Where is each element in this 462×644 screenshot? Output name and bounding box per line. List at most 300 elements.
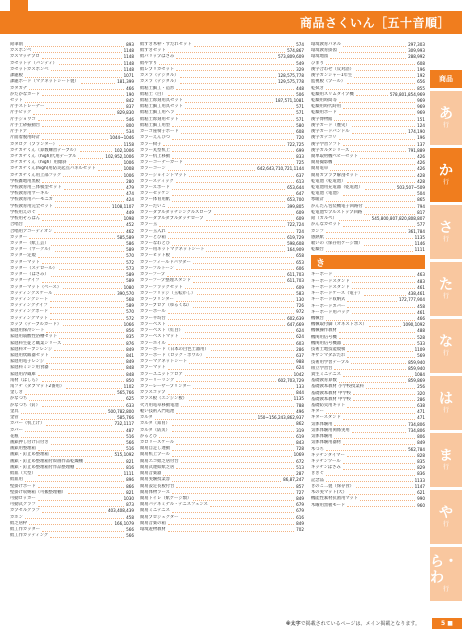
dot-leader	[66, 388, 121, 389]
index-entry[interactable]	[311, 503, 425, 509]
entry-pages: 633	[126, 402, 134, 408]
entry-term: ギタースタンド	[311, 415, 341, 421]
dot-leader	[163, 145, 285, 146]
entry-term: 簡易エコ紙芝居付台	[140, 458, 179, 464]
entry-pages: 297,303	[408, 42, 425, 47]
entry-term: カラーゼッケン	[140, 191, 170, 197]
entry-pages: 574,867	[287, 48, 304, 54]
entry-pages: 256	[417, 384, 425, 390]
entry-term: ききぐ	[311, 471, 324, 477]
dot-leader	[365, 189, 395, 190]
entry-term: 乾電池（乾電池）	[311, 178, 346, 184]
entry-term: カラーリーリング	[140, 377, 175, 383]
dot-leader	[193, 500, 294, 501]
dot-leader	[197, 294, 294, 295]
entry-pages: 196	[417, 135, 425, 141]
entry-term: カロリースケール	[140, 440, 175, 445]
dot-leader	[347, 307, 415, 308]
entry-term: 金具	[10, 408, 19, 414]
entry-term: 紙工作カッティング	[10, 533, 49, 539]
kana-tab-suffix: 行	[442, 293, 449, 300]
dot-leader	[33, 52, 121, 53]
dot-leader	[176, 444, 294, 445]
entry-term: 木づち	[311, 446, 324, 452]
entry-pages: 608	[417, 60, 425, 66]
dot-leader	[326, 201, 415, 202]
entry-term: カラーボール	[140, 309, 166, 315]
entry-term: カラー椅子	[140, 141, 162, 147]
dot-leader	[176, 381, 276, 382]
dot-leader	[347, 506, 415, 507]
entry-pages: 849	[296, 495, 304, 501]
entry-term: キッチンツール	[311, 459, 341, 464]
dot-leader	[59, 145, 121, 146]
entry-pages: 571	[296, 104, 304, 110]
dot-leader	[352, 313, 416, 314]
index-column-3	[311, 42, 425, 509]
entry-term: 学校教育用三体模型セット	[10, 185, 62, 191]
dot-leader	[339, 382, 406, 383]
dot-leader	[51, 70, 122, 71]
dot-leader	[172, 189, 285, 190]
dot-leader	[42, 58, 122, 59]
entry-pages: 1006	[123, 172, 134, 178]
entry-pages: 545,800,807,820,808,807	[371, 216, 425, 222]
entry-pages: 833	[296, 153, 304, 159]
dot-leader	[347, 407, 415, 408]
entry-pages: 102,952,1006	[105, 153, 134, 159]
entry-pages: 637	[296, 352, 304, 358]
entry-term: 漢字合わせ（反対語）	[311, 66, 354, 72]
entry-term: 乾燥用ボード	[311, 110, 337, 116]
kana-tab[interactable]	[430, 205, 462, 259]
entry-term: 簡易自走し連動	[140, 446, 171, 452]
kana-tab[interactable]	[430, 262, 462, 316]
entry-term: キーボードカバー	[311, 303, 346, 309]
dot-leader	[347, 357, 415, 358]
kana-tab[interactable]	[430, 319, 462, 373]
dot-leader	[29, 89, 124, 90]
entry-pages: 569	[417, 353, 425, 359]
dot-leader	[330, 58, 406, 59]
entry-pages: 679	[296, 502, 304, 508]
entry-term: かなづち（釘）	[10, 402, 41, 408]
entry-pages: 732,1117	[114, 421, 134, 427]
entry-pages: 426	[417, 153, 425, 159]
entry-pages: 319	[296, 427, 304, 433]
dot-leader	[51, 369, 125, 370]
dot-leader	[326, 320, 415, 321]
entry-term: カッター（はさみ）	[10, 272, 49, 278]
dot-leader	[185, 102, 273, 103]
entry-term: 片手ストレーナー	[10, 104, 45, 110]
entry-pages: 426	[417, 160, 425, 166]
entry-term: 片手土砂振動台	[10, 122, 41, 128]
entry-term: 漢字カンシャー1年生	[311, 73, 353, 79]
index-entry[interactable]	[140, 527, 304, 533]
entry-term: カホン	[10, 514, 23, 520]
entry-term: カラーユニットフロア	[140, 371, 183, 377]
entry-pages: 1135	[414, 234, 425, 240]
entry-term: キーボードケース（電子）	[311, 291, 363, 297]
entry-pages: 1098	[123, 216, 134, 222]
dot-leader	[54, 294, 115, 295]
entry-pages: 589	[126, 303, 134, 309]
dot-leader	[343, 419, 415, 420]
entry-term: 簡易音楽の箱	[140, 520, 166, 526]
dot-leader	[172, 139, 294, 140]
dot-leader	[330, 170, 415, 171]
dot-leader	[168, 394, 295, 395]
dot-leader	[360, 158, 415, 159]
entry-term: カッター	[10, 234, 28, 240]
entry-pages: 624	[296, 365, 304, 371]
entry-pages: 448	[296, 85, 304, 91]
dot-leader	[50, 313, 124, 314]
entry-term: 簡易音楽器	[140, 471, 162, 477]
entry-term: 機能性素材抗菌用マット	[311, 496, 359, 502]
entry-term: 紙粘土細工・造形	[140, 85, 175, 91]
entry-pages: 546	[126, 116, 134, 122]
entry-pages: 616	[296, 514, 304, 520]
entry-term: カラーベストマット	[140, 334, 179, 340]
dot-leader	[25, 226, 124, 227]
dot-leader	[352, 133, 406, 134]
entry-pages: 504	[417, 191, 425, 197]
dot-leader	[63, 325, 121, 326]
dot-leader	[85, 462, 124, 463]
entry-term: ガスボンベ	[10, 48, 32, 54]
dot-leader	[29, 524, 112, 525]
entry-pages: 287	[296, 471, 304, 477]
footer-note-bold: ※太字	[285, 621, 301, 627]
dot-leader	[42, 182, 124, 183]
entry-pages: 972	[296, 309, 304, 315]
entry-pages: 1066	[123, 321, 134, 327]
entry-pages: 642,643,710,721,1144	[257, 166, 304, 172]
entry-term: 紙パリップはさみ	[140, 54, 175, 60]
kana-tab[interactable]	[430, 148, 462, 202]
entry-term: 貴生ミニテニス	[311, 371, 341, 377]
entry-pages: 578,801,854,969	[389, 91, 425, 97]
side-category-tag: 商品	[430, 70, 462, 88]
entry-pages: 151	[417, 116, 425, 122]
dot-leader	[63, 344, 124, 345]
dot-leader	[347, 301, 397, 302]
entry-pages: 86,87,247	[283, 477, 304, 483]
entry-pages: 837	[126, 104, 134, 110]
entry-term: カラーフープ	[140, 272, 166, 278]
entry-pages: 816	[126, 464, 134, 470]
dot-leader	[189, 400, 292, 401]
entry-pages: 722,725	[287, 141, 304, 147]
entry-pages: 164,909	[287, 247, 304, 253]
entry-pages: 724	[296, 228, 304, 234]
entry-pages: 187,571,1081	[275, 97, 304, 103]
dot-leader	[326, 450, 406, 451]
entry-pages: 562,784	[408, 446, 425, 452]
entry-pages: 458	[417, 303, 425, 309]
entry-term: カラー体育用紙	[140, 197, 171, 203]
dot-leader	[339, 102, 415, 103]
entry-term: 家庭科生徒と職業シリーズ	[10, 340, 62, 346]
entry-term: 学校教育用サーキル	[10, 191, 49, 197]
dot-leader	[21, 419, 115, 420]
dot-leader	[176, 487, 294, 488]
dot-leader	[172, 151, 294, 152]
kana-tab[interactable]	[430, 490, 462, 544]
dot-leader	[326, 481, 413, 482]
entry-term: 漢字カテゴリ	[311, 135, 337, 141]
entry-pages: 574	[296, 42, 304, 47]
dot-leader	[343, 195, 415, 196]
entry-term: 基礎教本教材 中学校	[311, 396, 352, 402]
entry-term: 片面着脱用時計	[10, 135, 41, 141]
entry-pages: 463	[417, 272, 425, 278]
entry-term: 機関用信号機	[311, 334, 337, 340]
entry-term: カラーベスト	[140, 321, 166, 327]
dot-leader	[189, 176, 294, 177]
dot-leader	[159, 226, 285, 227]
entry-term: カプセルグラフ	[10, 508, 40, 514]
entry-term: 画鋲押し付け日付き	[10, 440, 49, 445]
entry-pages: 613	[296, 178, 304, 184]
entry-term: カラーダブルダッチシングルスロープ	[140, 209, 212, 215]
entry-pages: 565,766	[117, 390, 134, 396]
entry-pages: 137	[417, 141, 425, 147]
entry-pages: 190	[126, 91, 134, 97]
entry-pages: 637	[296, 172, 304, 178]
entry-pages: 835	[417, 459, 425, 464]
entry-pages: 329	[296, 66, 304, 72]
dot-leader	[181, 120, 295, 121]
entry-pages: 619	[296, 433, 304, 439]
entry-term: かんたん包装機電子回路付	[311, 203, 363, 209]
dot-leader	[168, 319, 285, 320]
entry-term: カラービット板	[140, 253, 170, 259]
entry-term: カルタ（防災）	[140, 427, 170, 433]
kana-tab-suffix: 行	[442, 236, 449, 243]
entry-term: 簡易トイレ（紙ゲージ類）	[140, 495, 192, 501]
dot-leader	[167, 276, 285, 277]
entry-pages: 471	[417, 415, 425, 421]
entry-pages: 466	[126, 85, 134, 91]
entry-pages: 1090,1092	[402, 322, 425, 328]
footer-note	[286, 620, 420, 627]
entry-pages: 1111	[414, 247, 425, 253]
entry-term: カラーホイル	[140, 340, 166, 346]
entry-pages: 800	[126, 122, 134, 128]
entry-pages: 583	[296, 290, 304, 296]
entry-term: 気体体験用	[311, 421, 333, 427]
entry-pages: 624	[296, 334, 304, 340]
entry-term: カラー玉	[140, 222, 158, 228]
dot-leader	[172, 512, 294, 513]
dot-leader	[364, 245, 412, 246]
entry-pages: 483	[417, 278, 425, 284]
entry-term: カルタ（知育）	[140, 421, 170, 427]
entry-pages: 625	[126, 396, 134, 402]
dot-leader	[172, 493, 294, 494]
dot-leader	[29, 133, 124, 134]
entry-term: 紙粘土彫刻用具セット	[140, 97, 183, 103]
entry-term: 技術土地技能規模	[311, 347, 346, 353]
kana-tab[interactable]	[430, 547, 462, 601]
dot-leader	[69, 164, 122, 165]
entry-pages: 1102	[123, 384, 134, 390]
dot-leader	[352, 432, 406, 433]
kana-tab[interactable]	[430, 376, 462, 430]
entry-pages: 829,830	[117, 110, 134, 116]
dot-leader	[354, 77, 415, 78]
dot-leader	[81, 83, 115, 84]
entry-pages: 728	[296, 446, 304, 452]
entry-pages: 621	[417, 490, 425, 496]
entry-pages: 836	[417, 471, 425, 477]
dot-leader	[353, 400, 415, 401]
entry-term: カラーベスト（紅白）	[140, 328, 183, 334]
dot-leader	[168, 95, 294, 96]
dot-leader	[42, 282, 125, 283]
entry-term: カラースティック	[140, 178, 174, 184]
entry-pages: 516	[126, 446, 134, 452]
entry-pages: 130	[296, 296, 304, 302]
dot-leader	[193, 388, 294, 389]
entry-term: カラーレーザープリンター	[140, 384, 191, 390]
entry-term: 学校教育用完全セット	[10, 203, 53, 209]
dot-leader	[38, 500, 122, 501]
entry-pages: 862	[296, 421, 304, 427]
entry-term: 可動式グラフ	[10, 502, 36, 508]
entry-pages: 606	[296, 265, 304, 271]
entry-term: カラーブロア（ゆるくね）	[140, 303, 192, 309]
dot-leader	[326, 238, 413, 239]
footer-note-text: で掲載されているページは、メイン掲載となります。	[300, 621, 420, 627]
dot-leader	[38, 257, 124, 258]
entry-term: 家庭用電子レンジ	[10, 359, 45, 365]
entry-term: 家庭科オーブンレンジ	[10, 346, 53, 352]
entry-pages: 848	[126, 365, 134, 371]
entry-term: カンフ	[311, 228, 324, 234]
index-entry[interactable]	[10, 533, 134, 539]
entry-pages: 794	[417, 203, 425, 209]
entry-pages: 821	[126, 458, 134, 464]
entry-term: 機械台	[311, 315, 324, 321]
entry-pages: 960	[417, 502, 425, 508]
kana-tab-label: さ	[439, 220, 453, 236]
index-entry[interactable]	[311, 247, 425, 253]
dot-leader	[172, 425, 294, 426]
entry-term: 鉛（カルペ）	[311, 216, 337, 222]
entry-term: 簡易実験授業容	[140, 477, 171, 483]
entry-term: カラーボード（ロック・ボウル）	[140, 352, 205, 358]
entry-term: 基礎教本教材 中学校	[311, 390, 352, 396]
entry-term: カラーなわとび	[140, 241, 171, 246]
dot-leader	[25, 431, 124, 432]
kana-tab-suffix: 行	[442, 122, 449, 129]
entry-term: カチカチくん（high）用傾斜	[10, 160, 67, 166]
header-tab-marker	[10, 0, 28, 11]
kana-tab[interactable]	[430, 433, 462, 487]
entry-term: 片手ドア	[10, 129, 28, 135]
entry-term: 乾電池（電池）	[311, 191, 342, 197]
dot-leader	[343, 46, 406, 47]
dot-leader	[176, 182, 294, 183]
dot-leader	[347, 182, 415, 183]
kana-tab-suffix: 行	[442, 179, 449, 186]
entry-term: カラーコーン	[140, 166, 166, 172]
dot-leader	[176, 269, 294, 270]
dot-leader	[185, 332, 294, 333]
entry-pages: 842	[126, 97, 134, 103]
dot-leader	[64, 189, 125, 190]
entry-term: 金しき	[10, 390, 23, 396]
entry-pages: 566	[126, 527, 134, 533]
dot-leader	[42, 512, 106, 513]
kana-tab-label: か	[439, 163, 453, 179]
entry-term: カセットデ（バンディ）	[10, 60, 57, 66]
dot-leader	[181, 518, 295, 519]
dot-leader	[51, 245, 125, 246]
entry-pages: 653,700	[287, 197, 304, 203]
entry-pages: 1111	[123, 471, 134, 477]
entry-pages: 876	[126, 340, 134, 346]
entry-term: カメラ（デジタル）	[140, 79, 179, 85]
dot-leader	[168, 344, 294, 345]
dot-leader	[176, 70, 294, 71]
dot-leader	[347, 456, 415, 457]
entry-term: ガラス板（エンジン板）	[140, 396, 187, 402]
dot-leader	[185, 108, 294, 109]
dot-leader	[352, 126, 416, 127]
entry-term: 花瓶	[10, 433, 19, 439]
entry-pages: 500,782,800	[107, 408, 134, 414]
dot-leader	[353, 394, 415, 395]
entry-term: 鉛筆削	[10, 42, 23, 47]
entry-term: 画鋲・釘止め整理箱	[10, 452, 49, 458]
kana-tab-suffix: 行	[442, 464, 449, 471]
entry-term: 乾燥用時代時用	[311, 104, 342, 110]
entry-term: キッチンはさみ	[311, 465, 341, 471]
dot-leader	[50, 537, 124, 538]
entry-term: カセットガスボンベ	[10, 66, 49, 72]
dot-leader	[168, 325, 285, 326]
entry-pages: 585,766	[117, 415, 134, 421]
dot-leader	[50, 307, 124, 308]
entry-pages: 855	[417, 85, 425, 91]
dot-leader	[55, 201, 124, 202]
dot-leader	[343, 469, 415, 470]
entry-term: 寒暖計	[311, 197, 324, 203]
entry-term: きのこ二製（保存食）	[311, 483, 354, 489]
dot-leader	[194, 46, 295, 47]
page-footer	[0, 618, 462, 644]
entry-pages: 280	[126, 178, 134, 184]
dot-leader	[351, 151, 406, 152]
entry-pages: 585,589	[117, 234, 134, 240]
entry-pages: 438,461	[408, 291, 425, 297]
dot-leader	[326, 89, 415, 90]
dot-leader	[181, 406, 295, 407]
entry-term: カラーズボード	[140, 185, 170, 191]
dot-leader	[339, 338, 415, 339]
entry-term: カルタ	[140, 415, 153, 421]
entry-term: 漢字カード（歴史）	[311, 122, 350, 128]
dot-leader	[326, 413, 415, 414]
kana-tab[interactable]	[430, 91, 462, 145]
entry-term: ガスマッチプロ	[10, 54, 40, 60]
dot-leader	[206, 357, 294, 358]
